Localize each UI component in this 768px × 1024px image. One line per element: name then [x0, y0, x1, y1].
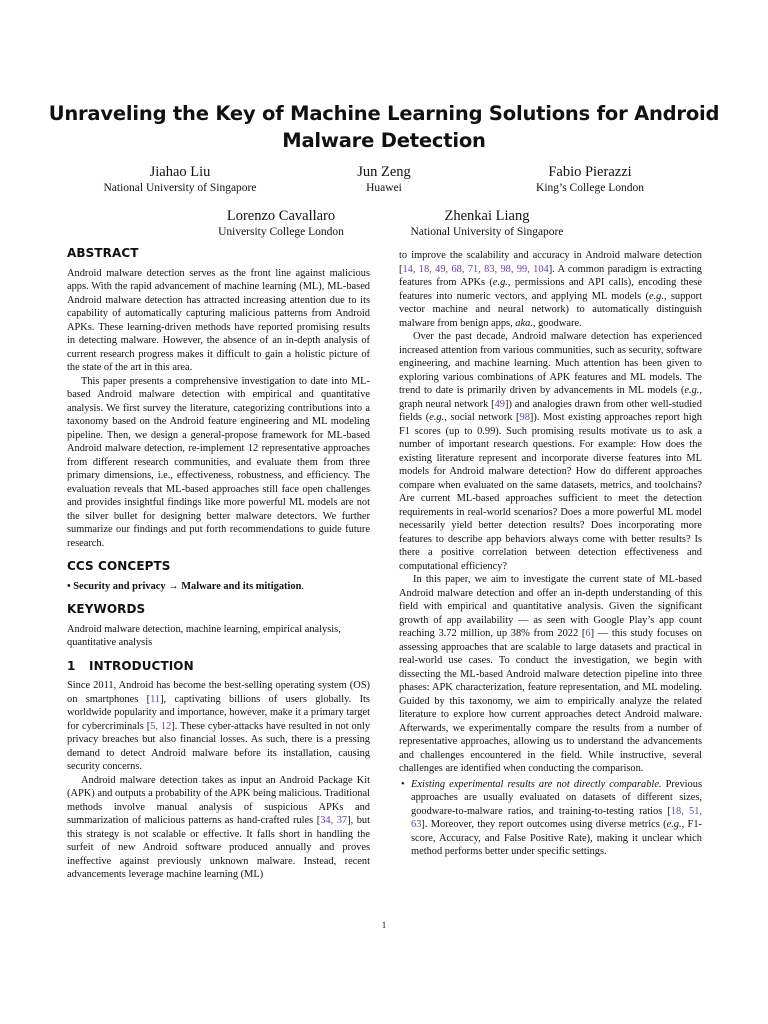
- page-number: 1: [381, 920, 387, 930]
- author-name: Jun Zeng: [357, 164, 411, 180]
- right-column: [399, 249, 702, 859]
- section-title: INTRODUCTION: [89, 658, 194, 673]
- author-affiliation: National University of Singapore: [103, 182, 257, 194]
- intro-heading: [67, 660, 370, 674]
- author-block: [274, 163, 494, 196]
- paper-title: Unraveling the Key of Machine Learning Solutions for Android Malware Detection: [48, 102, 720, 152]
- citation-link[interactable]: 14, 18, 49, 68, 71, 83, 98, 99, 104: [402, 263, 549, 275]
- author-affiliation: Huawei: [366, 182, 402, 194]
- citation-link[interactable]: 18, 51, 63: [411, 805, 702, 830]
- intro-paragraph: Android malware detection takes as input an Android Package Kit (APK) and outputs a probability of the APK being malicious. Traditional methods involve manual analysis of suspicious APKs and summarization of malicious patterns as hand-crafted rules [34, 37], but this strategy is not scalable or effective. It falls short in handling the surfeit of new Android software produced annually and proves ineffective against previously unknown malware. Instead, recent advancements leverage machine learning (ML): [67, 774, 371, 880]
- abstract-heading: ABSTRACT: [67, 246, 139, 260]
- author-name: Jiahao Liu: [149, 164, 211, 180]
- author-block: [480, 163, 700, 196]
- author-name: Fabio Pierazzi: [548, 164, 632, 180]
- author-block: [70, 163, 290, 196]
- intro-paragraph: Since 2011, Android has become the best-selling operating system (OS) on smartphones [11], captivating billions of users globally. Its worldwide popularity and importance, however, make it a primary target for cybercriminals [5, 12]. These cyber-attacks have resulted in not only privacy breaches but also financial losses. As such, there is a pressing demand to detect Android malware before its installation, causing security concerns.: [67, 680, 371, 772]
- citation-link[interactable]: 6: [585, 628, 591, 639]
- abstract-paragraph: Android malware detection serves as the front line against malicious apps. With the rapid advancement of machine learning (ML), ML-based Android malware detection has attracted increasing attention due to its capability of automatically capturing malicious patterns from Android APKs. These learning-driven methods have reported promising results in detecting malware. However, the absence of an in-depth analysis of current research progress makes it difficult to gain a holistic picture of the state of the art in this area.: [67, 267, 370, 373]
- ccs-heading: CCS CONCEPTS: [67, 559, 171, 573]
- citation-link[interactable]: 34, 37: [320, 815, 348, 826]
- section-number: 1: [67, 658, 76, 673]
- list-item: • Existing experimental results are not directly comparable. Previous approaches are usually evaluated on datasets of different sizes, goodware-to-malware ratios, and training-to-testing ratios [18, 51, 63]. Moreover, they report outcomes using diverse metrics (e.g., F1-score, Accuracy, and False Positive Rate), making it unclear which method performs better under specific settings.: [399, 778, 702, 859]
- citation-link[interactable]: 11: [150, 693, 161, 705]
- ccs-arrow: →: [165, 580, 182, 592]
- body-paragraph: Over the past decade, Android malware detection has experienced increased attention from various communities, such as security, software engineering, and machine learning. Much attention has been given to exploring various combinations of APK features and ML models. The trend to date is primarily driven by advancements in ML models (e.g., graph neural network [49]) and analogies drawn from other well-studied fields (e.g., social network [98]). Most existing approaches report high F1 scores (up to 0.99). Such promising results motivate us to ask a number of important research questions. For example: How does the existing literature represent and incorporate diverse features into ML models for Android malware detection? How do different approaches compare when evaluated on the same datasets, metrics, and toolchains? Are current ML-based approaches sufficient to meet the detection requirements in real-world scenarios? Does a more powerful ML model necessarily yield better detection results? Does incorporating more features to describe app behaviors always come with better results? Is there a positive correlation between detection effectiveness and computational efficiency?: [399, 331, 702, 572]
- abstract-paragraph: This paper presents a comprehensive investigation to date into ML-based Android malware detection with empirical and quantitative analysis. We first survey the literature, categorizing contributions into a taxonomy based on the Android feature engineering and ML modeling pipeline. Then, we design a general-propose framework for ML-based Android malware detection, re-implement 12 representative approaches from different research communities, and evaluate them from three primary dimensions, i.e., effectiveness, robustness, and efficiency. The evaluation reveals that ML-based approaches still face open challenges and provides insightful findings like more powerful ML models are not the silver bullet for designing better malware detectors. We further summarize our findings and put forth recommendations to guide future research.: [67, 375, 370, 549]
- citation-link[interactable]: 98: [519, 412, 530, 423]
- keywords-text: Android malware detection, machine learning, empirical analysis, quantitative analysis: [67, 623, 341, 648]
- citation-link[interactable]: 49: [494, 398, 505, 410]
- ccs-concept-b: Malware and its mitigation: [181, 580, 302, 592]
- author-affiliation: University College London: [218, 226, 344, 238]
- body-paragraph: In this paper, we aim to investigate the current state of ML-based Android malware detection and offer an in-depth understanding of this field with empirical and quantitative analysis. Given the significant growth of app availability — as seen with Google Play’s app count reaching 3.72 million, up 38% from 2022 [6] — this study focuses on assessing approaches that are scalable to large datasets and practical in real-world use cases. To conduct the investigation, we begin with dissecting the ML-based Android malware detection pipeline into three phases: APK characterization, feature representation, and ML modeling. Guided by this taxonomy, we aim to empirically analyze the related literature to explore how current approaches detect Android malware. Afterwards, we experimentally compare the results from a number of representative approaches, allowing us to understand the advancements and challenges encountered in the field. While instructive, several challenges are identified when conducting the comparison.: [399, 574, 702, 774]
- author-name: Lorenzo Cavallaro: [226, 208, 336, 224]
- author-name: Zhenkai Liang: [444, 208, 530, 224]
- author-block: [377, 207, 597, 240]
- citation-link[interactable]: 5, 12: [150, 720, 172, 732]
- keywords-heading: KEYWORDS: [67, 602, 146, 616]
- author-affiliation: King’s College London: [536, 182, 644, 194]
- ccs-concepts: [67, 580, 370, 594]
- left-column: [67, 247, 370, 882]
- body-paragraph: to improve the scalability and accuracy in Android malware detection [14, 18, 49, 68, 71, 83, 98, 99, 104]. A common paradigm is extracting features from APKs (e.g., permissions and API calls), encoding these features into numeric vectors, and applying ML models (e.g., support vector machine and neural network) to automatically distinguish malware from benign apps, aka., goodware.: [399, 250, 702, 329]
- author-affiliation: National University of Singapore: [410, 226, 564, 238]
- challenge-list: [399, 778, 702, 859]
- ccs-concept-a: • Security and privacy: [67, 580, 166, 592]
- author-block: [171, 207, 391, 240]
- ccs-tail: .: [301, 580, 304, 592]
